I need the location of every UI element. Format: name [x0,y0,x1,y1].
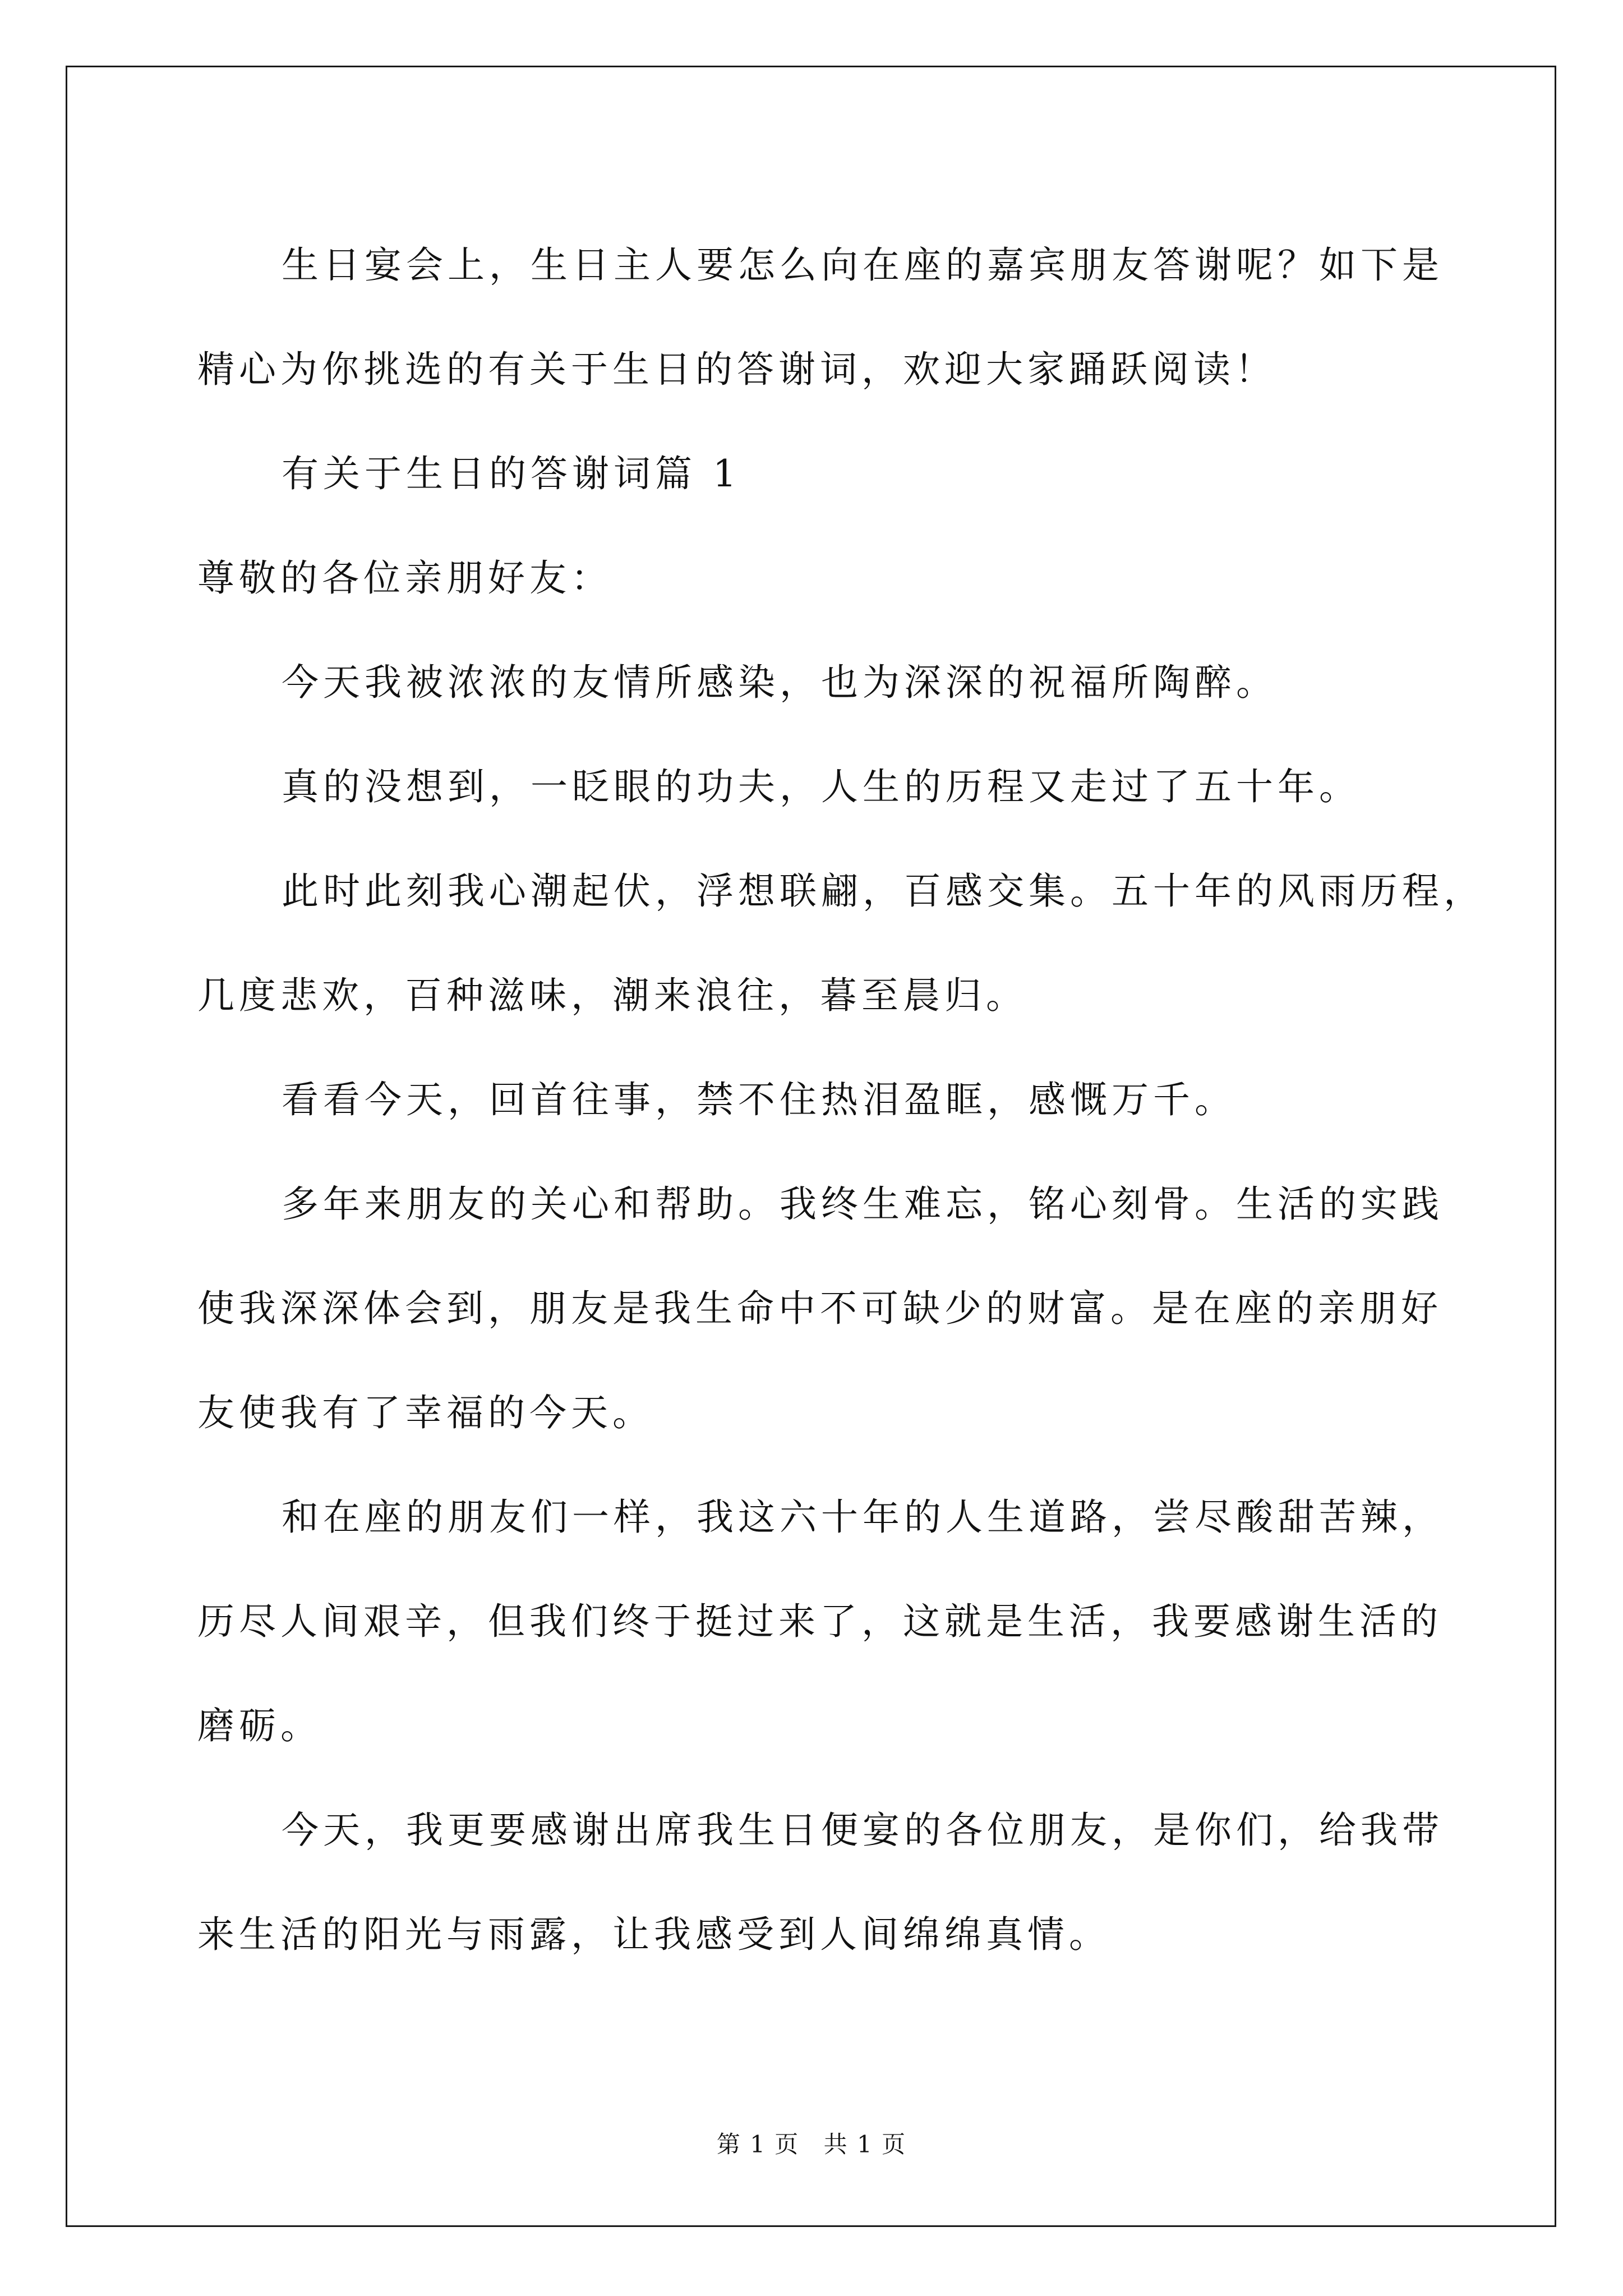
text-line: 使我深深体会到，朋友是我生命中不可缺少的财富。是在座的亲朋好 [197,1287,1442,1330]
text-line: 精心为你挑选的有关于生日的答谢词，欢迎大家踊跃阅读！ [197,348,1276,391]
section-heading [197,422,1431,526]
body-paragraph [197,1152,1444,1465]
text-line: 真的没想到，一眨眼的功夫，人生的历程又走过了五十年。 [282,765,1361,808]
text-line: 今天，我更要感谢出席我生日便宴的各位朋友，是你们，给我带 [282,1809,1444,1852]
body-paragraph [197,1465,1444,1778]
body-paragraph [197,1778,1444,1987]
page-footer [0,2126,1623,2160]
text-line: 生日宴会上，生日主人要怎么向在座的嘉宾朋友答谢呢？如下是 [282,243,1444,287]
body-paragraph [197,839,1485,1048]
text-line: 有关于生日的答谢词篇 1 [282,452,741,495]
text-line: 看看今天，回首往事，禁不住热泪盈眶，感慨万千。 [282,1078,1236,1121]
text-line: 尊敬的各位亲朋好友： [197,556,612,600]
page-total: 共 1 页 [823,2131,907,2158]
page-number: 第 1 页 [716,2131,800,2158]
text-line: 友使我有了幸福的今天。 [197,1391,654,1434]
text-line: 磨砺。 [197,1704,322,1747]
text-line: 今天我被浓浓的友情所感染，也为深深的祝福所陶醉。 [282,661,1278,704]
text-line: 来生活的阳光与雨露，让我感受到人间绵绵真情。 [197,1913,1110,1956]
body-paragraph [197,631,1431,735]
body-paragraph [197,1048,1431,1152]
document-body [197,213,1485,1987]
text-line: 历尽人间艰辛，但我们终于挺过来了，这就是生活，我要感谢生活的 [197,1600,1442,1643]
intro-paragraph [197,213,1444,422]
text-line: 几度悲欢，百种滋味，潮来浪往，暮至晨归。 [197,974,1027,1017]
salutation [197,526,1431,631]
text-line: 多年来朋友的关心和帮助。我终生难忘，铭心刻骨。生活的实践 [282,1182,1444,1226]
text-line: 此时此刻我心潮起伏，浮想联翩，百感交集。五十年的风雨历程， [282,869,1485,913]
body-paragraph [197,735,1431,839]
text-line: 和在座的朋友们一样，我这六十年的人生道路，尝尽酸甜苦辣， [282,1496,1444,1539]
